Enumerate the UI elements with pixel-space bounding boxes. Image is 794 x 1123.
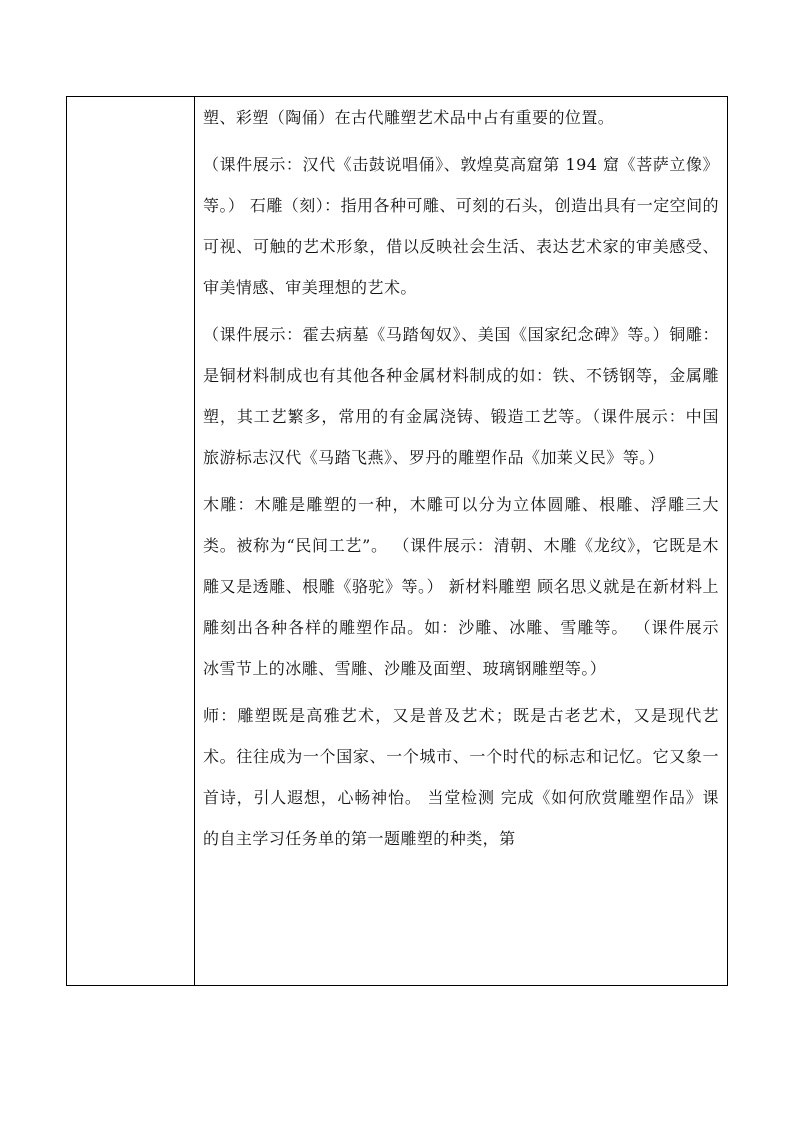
paragraph-stone-carving: （课件展示：汉代《击鼓说唱俑》、敦煌莫高窟第 194 窟《菩萨立像》等。） 石雕（刻）：指用各种可雕、可刻的石头，创造出具有一定空间的可视、可触的艺术形象，借以反映社会生活、表达艺术家的审美感受、审美情感、审美理想的艺术。 [203, 155, 719, 297]
paragraph-wood-carving: 木雕：木雕是雕塑的一种，木雕可以分为立体圆雕、根雕、浮雕三大类。被称为“民间工艺”。 （课件展示：清朝、木雕《龙纹》，它既是木雕又是透雕、根雕《骆驼》等。） 新材料雕塑 顾名思义就是在新材料上雕刻出各种各样的雕塑作品。如：沙雕、冰雕、雪雕等。 （课件展示 冰雪节上的冰雕、雪雕、沙雕及面塑、玻璃钢雕塑等。） [203, 495, 719, 678]
paragraph-bronze-sculpture: （课件展示：霍去病墓《马踏匈奴》、美国《国家纪念碑》等。）铜雕：是铜材料制成也有其他各种金属材料制成的如：铁、不锈钢等，金属雕塑，其工艺繁多，常用的有金属浇铸、锻造工艺等。（课件展示：中国旅游标志汉代《马踏飞燕》、罗丹的雕塑作品《加莱义民》等。） [203, 325, 719, 467]
paragraph-painted-sculpture: 塑、彩塑（陶俑）在古代雕塑艺术品中占有重要的位置。 [203, 108, 615, 127]
table-content-cell [195, 97, 728, 985]
table-left-cell [67, 97, 195, 985]
lesson-table [66, 96, 728, 986]
paragraph-teacher-summary: 师：雕塑既是高雅艺术，又是普及艺术；既是古老艺术，又是现代艺术。往往成为一个国家、一个城市、一个时代的标志和记忆。它又象一首诗，引人遐想，心畅神怡。 当堂检测 完成《如何欣赏雕塑作品》课的自主学习任务单的第一题雕塑的种类，第 [203, 706, 719, 848]
